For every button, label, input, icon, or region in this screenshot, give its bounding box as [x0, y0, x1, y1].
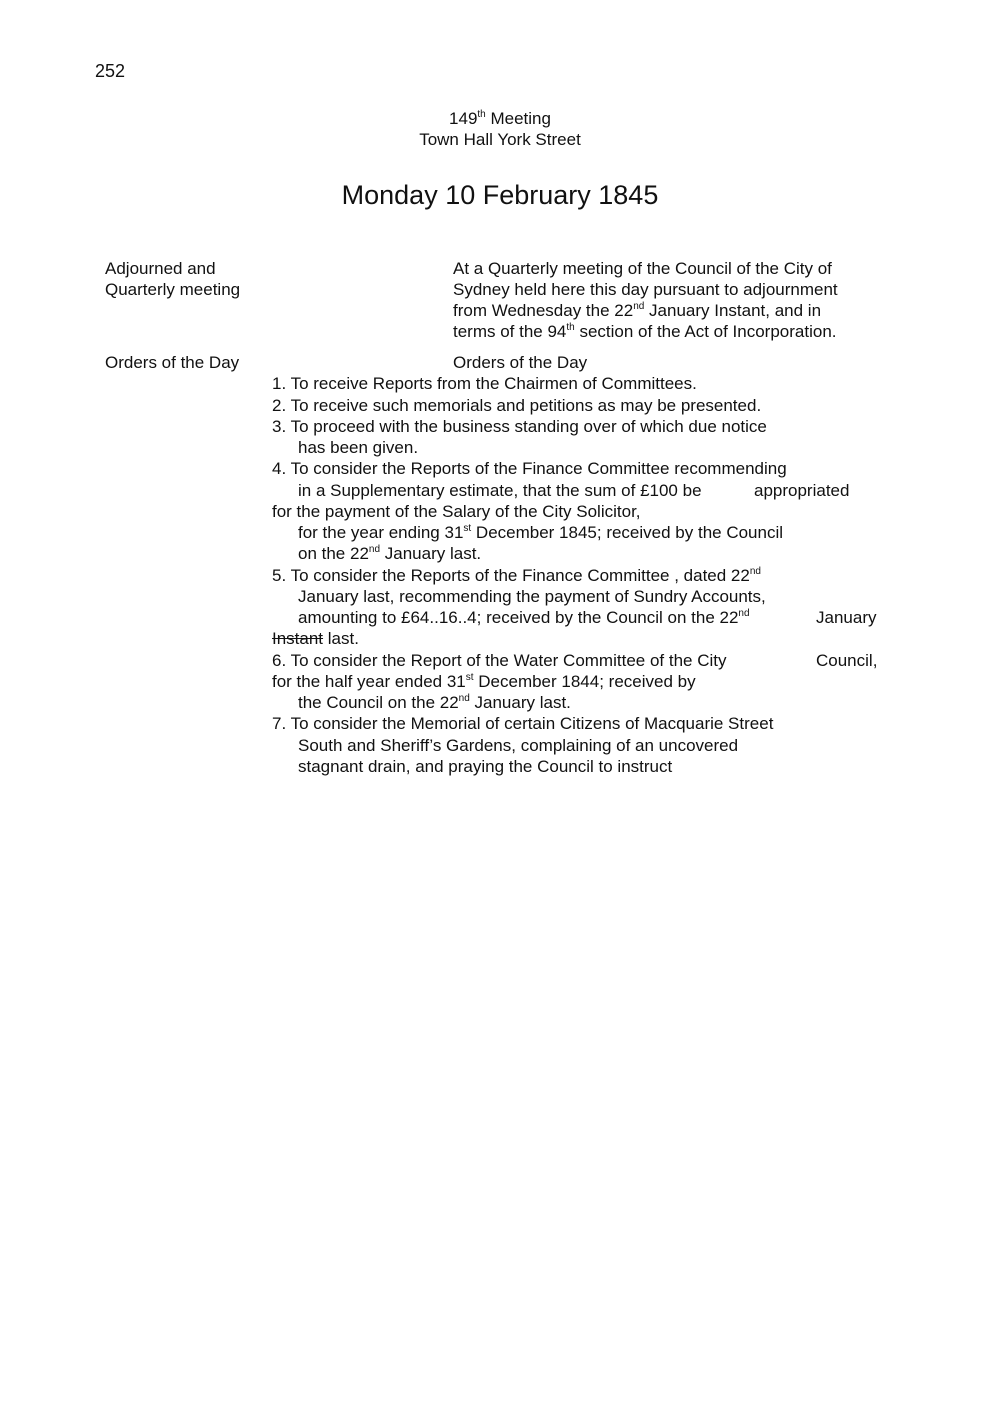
order-item-6-line2: for the half year ended 31st December 1844; received by [272, 672, 696, 691]
order-item-5-line1: 5. To consider the Reports of the Finance Committee , dated 22nd [272, 566, 761, 585]
order-item-5-line3-end: January [816, 608, 877, 627]
order-item-7-line3: stagnant drain, and praying the Council to instruct [298, 757, 673, 776]
order-item-2: 2. To receive such memorials and petitions as may be presented. [272, 396, 762, 415]
margin-note-adjourned-line1: Adjourned and [105, 259, 216, 278]
order-item-3-line2: has been given. [298, 438, 419, 457]
order-item-1: 1. To receive Reports from the Chairmen of Committees. [272, 374, 697, 393]
order-item-5-line3: amounting to £64..16..4; received by the Council on the 22nd [298, 608, 750, 627]
meeting-number: 149th Meeting [449, 109, 551, 128]
order-item-4-line5: on the 22nd January last. [298, 544, 482, 563]
order-item-4-line2-end: appropriated [754, 481, 850, 500]
meeting-venue: Town Hall York Street [419, 130, 581, 149]
order-item-6-line1: 6. To consider the Report of the Water Committee of the City [272, 651, 727, 670]
orders-heading: Orders of the Day [453, 353, 588, 372]
order-item-6-line1-end: Council, [816, 651, 878, 670]
intro-line-3: from Wednesday the 22nd January Instant, and in [453, 301, 822, 320]
intro-line-1: At a Quarterly meeting of the Council of the City of [453, 259, 832, 278]
order-item-5-line2: January last, recommending the payment of Sundry Accounts, [298, 587, 766, 606]
order-item-7-line2: South and Sheriff’s Gardens, complaining of an uncovered [298, 736, 739, 755]
order-item-4-line4: for the year ending 31st December 1845; received by the Council [298, 523, 784, 542]
intro-line-4: terms of the 94th section of the Act of Incorporation. [453, 322, 837, 341]
margin-note-orders: Orders of the Day [105, 353, 240, 372]
order-item-3-line1: 3. To proceed with the business standing over of which due notice [272, 417, 767, 436]
order-item-7-line1: 7. To consider the Memorial of certain Citizens of Macquarie Street [272, 714, 774, 733]
order-item-6-line3: the Council on the 22nd January last. [298, 693, 571, 712]
order-item-5-line4: Instant last. [272, 629, 359, 648]
margin-note-adjourned-line2: Quarterly meeting [105, 280, 241, 299]
order-item-4-line2: in a Supplementary estimate, that the sum of £100 be [298, 481, 702, 500]
struck-word: Instant [272, 629, 324, 648]
page-number: 252 [95, 61, 126, 81]
order-item-4-line1: 4. To consider the Reports of the Finance Committee recommending [272, 459, 787, 478]
order-item-4-line3: for the payment of the Salary of the City Solicitor, [272, 502, 641, 521]
meeting-date: Monday 10 February 1845 [341, 180, 659, 210]
intro-line-2: Sydney held here this day pursuant to adjournment [453, 280, 838, 299]
